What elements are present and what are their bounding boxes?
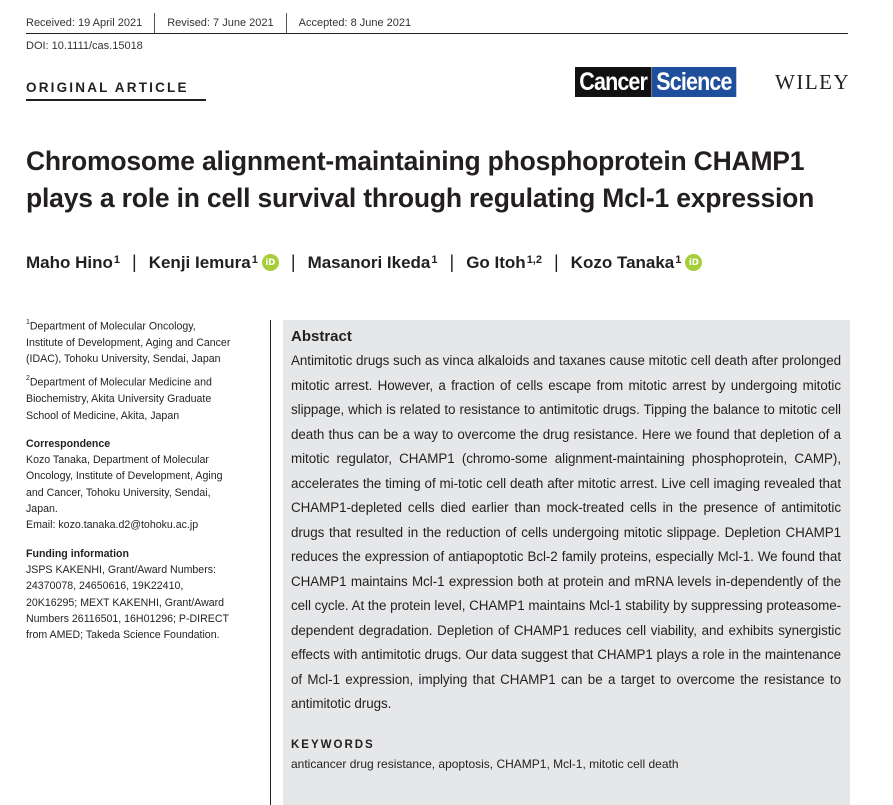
article-title: Chromosome alignment-maintaining phosphoprotein CHAMP1 plays a role in cell survival through regulating Mcl-1 expression <box>26 146 815 213</box>
author[interactable] <box>26 253 120 273</box>
funding-line: from AMED; Takeda Science Foundation. <box>26 629 220 642</box>
funding-heading: Funding information <box>26 547 129 560</box>
publisher-logo[interactable]: WILEY <box>775 70 851 94</box>
affiliation-line: Department of Molecular Oncology, <box>29 320 196 333</box>
author[interactable] <box>308 253 438 273</box>
author-list <box>26 252 856 273</box>
affiliation-line: Biochemistry, Akita University Graduate <box>26 393 212 406</box>
revised-date: Revised: 7 June 2021 <box>155 13 286 33</box>
author-separator: | <box>132 252 137 272</box>
author-separator: | <box>290 252 296 272</box>
abstract-section <box>283 320 850 805</box>
author-name: Maho Hino <box>26 252 113 272</box>
author-name: Kenji Iemura <box>148 252 251 272</box>
column-divider <box>270 320 271 805</box>
funding-line: 24370078, 24650616, 19K22410, <box>26 580 184 593</box>
correspondence-heading: Correspondence <box>26 437 111 450</box>
author-affiliation-number: 1 <box>251 253 258 266</box>
affiliation-line: Department of Molecular Medicine and <box>29 376 212 389</box>
author-affiliation-number: 1 <box>431 253 438 266</box>
received-date: Received: 19 April 2021 <box>26 13 155 33</box>
affiliation-number: 1 <box>26 319 30 326</box>
author[interactable] <box>571 253 703 273</box>
affiliation-1 <box>26 316 260 367</box>
author-affiliation-number: 1,2 <box>526 253 542 266</box>
correspondence-line: Kozo Tanaka, Department of Molecular <box>26 454 209 467</box>
correspondence-email[interactable]: Email: kozo.tanaka.d2@tohoku.ac.jp <box>26 519 199 532</box>
affiliation-line: School of Medicine, Akita, Japan <box>26 409 180 422</box>
correspondence-line: and Cancer, Tohoku University, Sendai, <box>26 486 211 499</box>
correspondence-line: Oncology, Institute of Development, Aging <box>26 470 223 483</box>
publication-dates <box>26 12 848 34</box>
author[interactable] <box>466 253 542 273</box>
journal-logo-word-2: Science <box>652 67 736 97</box>
abstract-body: Antimitotic drugs such as vinca alkaloids and taxanes cause mitotic cell death after prolonged mitotic arrest. However, a fraction of cells escape from mitotic arrest by undergoing mitotic slippage, which is related to resistance to antimitotic drugs. Tipping the balance to mitotic cell death thus can be a way to overcome the drug resistance. Here we found that depletion of a mitotic regulator, CHAMP1 (chromo-some alignment-maintaining phosphoprotein, CAMP), accelerates the timing of mi-totic cell death after mitotic arrest. Live cell imaging revealed that CHAMP1-depleted cells died earlier than mock-treated cells in the presence of antimitotic drugs that resulted in the reduction of cells undergoing mitotic slippage. Depletion CHAMP1 reduces the expression of antiapoptotic Bcl-2 family proteins, especially Mcl-1. We found that CHAMP1 maintains Mcl-1 expression both at protein and mRNA levels in-dependently of the cell cycle. At the protein level, CHAMP1 maintains Mcl-1 stability by suppressing proteasome-dependent degradation. Depletion of CHAMP1 reduces cell viability, and exhibits synergistic effects with antimitotic drugs. Our data suggest that CHAMP1 plays a role in the maintenance of Mcl-1 expression, implying that CHAMP1 can be a target to overcome the resistance to antimitotic drugs. <box>291 353 841 711</box>
correspondence-details <box>26 452 260 533</box>
author-name: Masanori Ikeda <box>307 252 431 272</box>
author-affiliation-number: 1 <box>113 253 121 266</box>
doi-link[interactable]: DOI: 10.1111/cas.15018 <box>26 40 143 52</box>
author-affiliation-number: 1 <box>675 253 682 266</box>
author-name: Kozo Tanaka <box>570 252 675 272</box>
affiliation-number: 2 <box>26 375 30 383</box>
affiliation-line: Institute of Development, Aging and Cancer <box>26 336 231 349</box>
funding-details <box>26 562 260 643</box>
keywords-list: anticancer drug resistance, apoptosis, CHAMP1, Mcl-1, mitotic cell death <box>291 756 679 771</box>
funding-line: 20K16295; MEXT KAKENHI, Grant/Award <box>26 596 225 609</box>
author-separator: | <box>449 252 455 272</box>
author[interactable] <box>149 253 279 273</box>
affiliation-line: (IDAC), Tohoku University, Sendai, Japan <box>26 353 221 366</box>
orcid-icon[interactable]: iD <box>262 254 279 271</box>
journal-logo[interactable] <box>575 67 749 97</box>
funding-line: Numbers 26116501, 16H01296; P-DIRECT <box>26 612 229 625</box>
article-type-underline <box>26 99 206 101</box>
keywords-heading: KEYWORDS <box>291 738 375 751</box>
article-type-label: ORIGINAL ARTICLE <box>26 80 189 95</box>
correspondence-line: Japan. <box>26 503 58 516</box>
author-name: Go Itoh <box>466 252 526 272</box>
orcid-icon[interactable]: iD <box>685 254 702 271</box>
author-separator: | <box>553 252 559 272</box>
accepted-date: Accepted: 8 June 2021 <box>298 16 412 29</box>
journal-logo-word-1: Cancer <box>575 67 651 97</box>
funding-line: JSPS KAKENHI, Grant/Award Numbers: <box>26 563 216 576</box>
abstract-heading: Abstract <box>291 328 352 345</box>
sidebar-info <box>26 316 260 643</box>
affiliation-2 <box>26 372 260 423</box>
